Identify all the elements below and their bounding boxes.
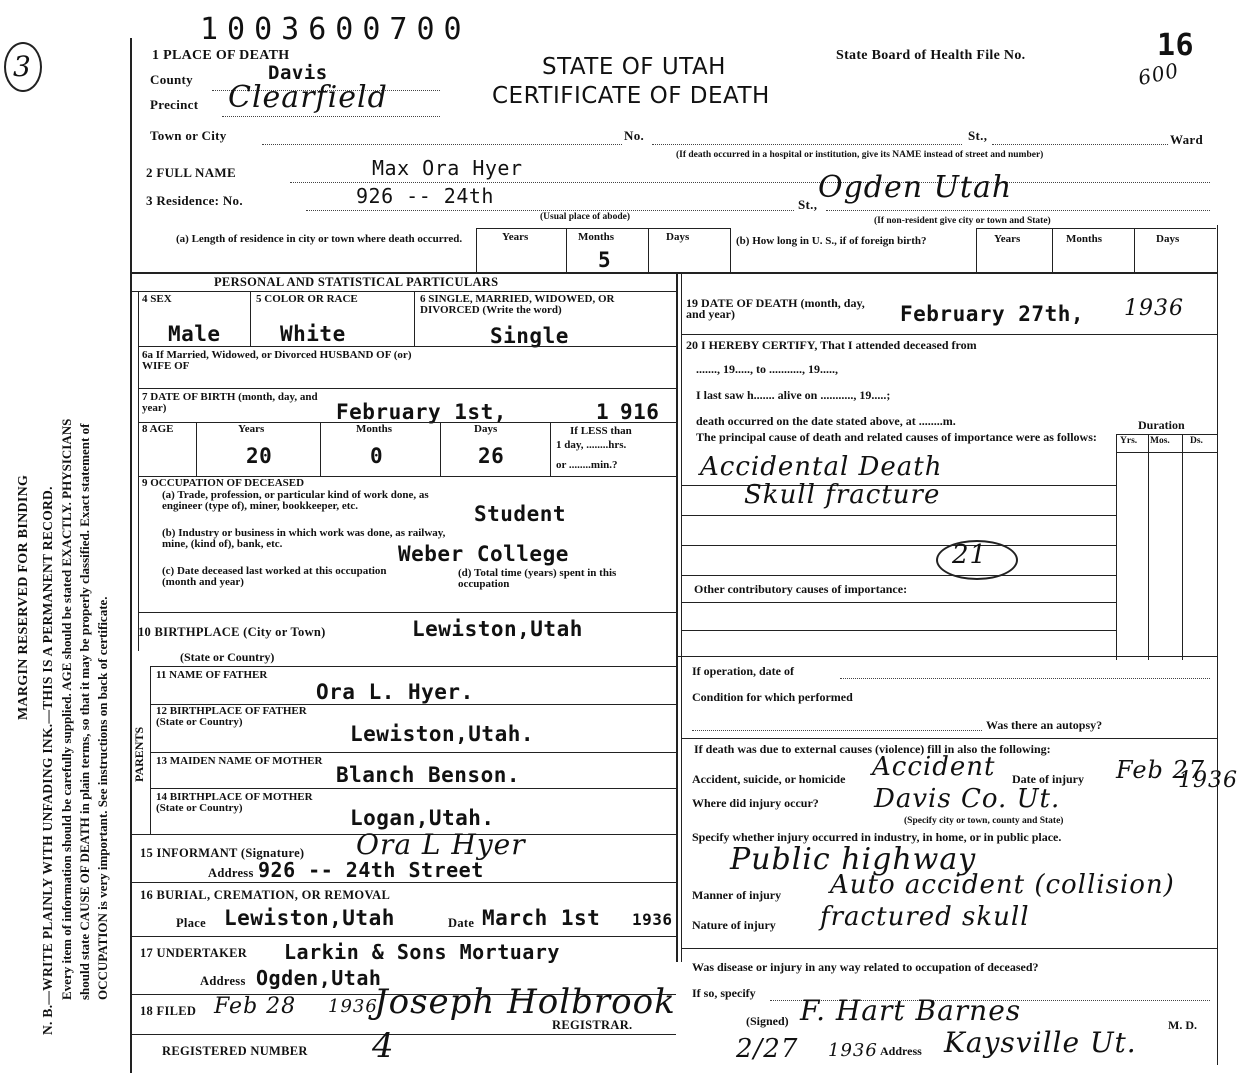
signed-address-value: Kaysville Ut.: [944, 1026, 1137, 1059]
center-divider: [676, 272, 678, 962]
color-label: 5 COLOR OR RACE: [256, 293, 358, 305]
duration-label: Duration: [1138, 418, 1185, 432]
res-years-label: Years: [502, 231, 529, 243]
margin-note-occupation: OCCUPATION is very important. See instructions on back of certificate.: [95, 596, 110, 1000]
accident-value: Accident: [872, 752, 996, 782]
birth-date-value: February 1st,: [336, 400, 507, 424]
res-days-label: Days: [666, 231, 690, 243]
mother-birthplace-value: Logan,Utah.: [350, 806, 495, 830]
death-date-label-text: 19 DATE OF DEATH (month, day, and year): [686, 296, 865, 321]
mother-birthplace-label-text: 14 BIRTHPLACE OF MOTHER (State or Country): [156, 791, 313, 814]
filed-year: 1936: [328, 996, 378, 1017]
us-length-label: [736, 236, 974, 247]
informant-address-label: Address: [208, 866, 254, 880]
operation-label: If operation, date of: [692, 664, 794, 678]
father-name-label-text: 11 NAME OF FATHER: [156, 669, 268, 681]
circled-number-text: 3: [13, 50, 32, 83]
specify-label: Specify whether injury occurred in industry, in home, or in public place.: [692, 830, 1062, 844]
mother-birthplace-label: [156, 792, 336, 814]
us-months-label: Months: [1066, 233, 1103, 245]
age-years: 20: [246, 444, 273, 468]
file-note: 600: [1135, 57, 1182, 91]
residence-label: 3 Residence: No.: [146, 193, 243, 208]
father-name-value: Ora L. Hyer.: [316, 680, 474, 704]
informant-signature: Ora L Hyer: [356, 828, 526, 861]
margin-note-ink: N. B.—WRITE PLAINLY WITH UNFADING INK.—THIS IS A PERMANENT RECORD.: [40, 486, 55, 1035]
trade-label: [162, 490, 444, 512]
cause-code: 21: [952, 540, 988, 570]
residence-value: 926 -- 24th: [356, 184, 494, 208]
mother-name-label-text: 13 MAIDEN NAME OF MOTHER: [156, 755, 323, 767]
color-value: White: [280, 322, 346, 346]
burial-label: 16 BURIAL, CREMATION, OR REMOVAL: [140, 888, 391, 902]
town-no-label: No.: [624, 128, 645, 143]
precinct-label: Precinct: [150, 97, 199, 112]
length-of-residence-label: [176, 234, 472, 245]
sex-label: 4 SEX: [142, 293, 172, 305]
signed-year: 1936: [828, 1040, 878, 1061]
specify-value: Public highway: [730, 842, 977, 877]
signed-address-label: Address: [880, 1044, 922, 1058]
cause-label-text: The principal cause of death and related causes of importance were as follows:: [696, 430, 1097, 444]
length-of-residence-text: (a) Length of residence in city or town where death occurred.: [176, 233, 463, 245]
certify-line-a: ......., 19....., to ..........., 19.....,: [696, 362, 838, 376]
less-than-a: If LESS than: [570, 425, 632, 437]
nature-label: Nature of injury: [692, 918, 776, 932]
where-note: (Specify city or town, county and State): [904, 816, 1064, 826]
certify-line-c: death occurred on the date stated above, at ........m.: [696, 414, 956, 428]
certify-line-b: I last saw h....... alive on ..........., 19.....;: [696, 388, 891, 402]
external-label: If death was due to external causes (violence) fill in also the following:: [694, 742, 1051, 756]
hospital-note: (If death occurred in a hospital or institution, give its NAME instead of street and number): [676, 150, 1044, 160]
cause-label: [696, 432, 1110, 443]
where-label: Where did injury occur?: [692, 796, 819, 810]
manner-label: Manner of injury: [692, 888, 782, 902]
undertaker-value: Larkin & Sons Mortuary: [284, 940, 560, 964]
residence-city: Ogden Utah: [818, 170, 1013, 205]
us-years-label: Years: [994, 233, 1021, 245]
father-birthplace-label: [156, 706, 336, 728]
occupation-label: 9 OCCUPATION OF DECEASED: [142, 477, 305, 489]
certify-label: 20 I HEREBY CERTIFY, That I attended deceased from: [686, 338, 977, 352]
birthplace-state-label: (State or Country): [180, 650, 275, 664]
burial-date-label: Date: [448, 916, 475, 930]
registered-number-label: REGISTERED NUMBER: [162, 1044, 308, 1058]
burial-year-value: 1936: [632, 910, 673, 929]
age-months-label: Months: [356, 423, 393, 435]
mother-name-label: [156, 756, 324, 767]
informant-address-value: 926 -- 24th Street: [258, 858, 484, 882]
registrar-label: REGISTRAR.: [552, 1018, 633, 1032]
cause-1: Accidental Death: [700, 452, 943, 482]
us-length-text: (b) How long in U. S., if of foreign birth?: [736, 235, 927, 247]
marital-value: Single: [490, 324, 569, 348]
res-months-value: 5: [598, 248, 612, 272]
mother-name-value: Blanch Benson.: [336, 763, 521, 787]
birthplace-label: 10 BIRTHPLACE (City or Town): [138, 625, 326, 639]
full-name-label: 2 FULL NAME: [146, 165, 236, 180]
personal-header: PERSONAL AND STATISTICAL PARTICULARS: [214, 275, 499, 289]
industry-value: Weber College: [398, 542, 569, 566]
father-birthplace-label-text: 12 BIRTHPLACE OF FATHER (State or Country): [156, 705, 307, 728]
signed-date: 2/27: [736, 1034, 799, 1064]
nature-value: fractured skull: [820, 902, 1030, 932]
usual-abode-note: (Usual place of abode): [540, 212, 630, 222]
age-days-label: Days: [474, 423, 498, 435]
other-causes-label: Other contributory causes of importance:: [694, 582, 908, 596]
margin-note-info: Every item of information should be carefully supplied. AGE should be stated EXACTLY. PHYSICIANS: [59, 418, 74, 1000]
injury-date-label: Date of injury: [1012, 772, 1084, 786]
town-label: Town or City: [150, 128, 227, 143]
cause-2: Skull fracture: [744, 480, 941, 510]
parents-label: PARENTS: [132, 726, 146, 782]
margin-note-binding: MARGIN RESERVED FOR BINDING: [16, 474, 31, 720]
death-date-label: [686, 298, 886, 320]
autopsy-label: Was there an autopsy?: [986, 718, 1103, 732]
age-label: 8 AGE: [142, 423, 174, 435]
physician-signature: F. Hart Barnes: [800, 994, 1022, 1027]
sex-value: Male: [168, 322, 221, 346]
dur-ds-label: Ds.: [1190, 436, 1203, 446]
last-worked-text: (c) Date deceased last worked at this occupation (month and year): [162, 565, 387, 588]
manner-value: Auto accident (collision): [830, 870, 1175, 900]
death-year-value: 1936: [1124, 296, 1184, 321]
trade-label-text: (a) Trade, profession, or particular kind of work done, as engineer (type of), miner, bookkeeper, etc.: [162, 489, 429, 512]
marital-label: [420, 294, 674, 316]
age-years-label: Years: [238, 423, 265, 435]
signed-label: (Signed): [746, 1014, 789, 1028]
father-name-label: [156, 670, 296, 681]
dur-mos-label: Mos.: [1150, 436, 1170, 446]
injury-year-value: 1936: [1178, 768, 1238, 793]
injury-date-value: Feb 27: [1116, 756, 1206, 784]
county-value: Davis: [268, 62, 328, 84]
nonres-note: (If non-resident give city or town and State): [874, 216, 1051, 226]
birth-date-label: [142, 392, 332, 414]
place-of-death-label: 1 PLACE OF DEATH: [152, 48, 290, 63]
marital-label-text: 6 SINGLE, MARRIED, WIDOWED, OR DIVORCED (Write the word): [420, 293, 615, 316]
margin-note-cause: should state CAUSE OF DEATH in plain terms, so that it may be properly classified. Exact statement of: [77, 423, 92, 1000]
industry-label-text: (b) Industry or business in which work was done, as railway, mine, (kind of), bank, etc.: [162, 527, 446, 550]
registered-number-value: 4: [372, 1026, 395, 1066]
total-time-text: (d) Total time (years) spent in this occupation: [458, 567, 617, 590]
undertaker-address-label: Address: [200, 974, 246, 988]
less-than-c: or ........min.?: [556, 459, 618, 471]
form-left-border: [130, 38, 132, 1073]
total-time-label: [458, 568, 628, 590]
disease-label: Was disease or injury in any way related to occupation of deceased?: [692, 960, 1039, 974]
burial-place-label: Place: [176, 916, 206, 930]
father-birthplace-value: Lewiston,Utah.: [350, 722, 535, 746]
md-label: M. D.: [1168, 1018, 1197, 1032]
file-number-label: State Board of Health File No.: [836, 48, 1026, 63]
ward-label: Ward: [1170, 132, 1203, 147]
county-label: County: [150, 72, 193, 87]
spouse-label-text: 6a If Married, Widowed, or Divorced HUSBAND OF (or) WIFE OF: [142, 349, 412, 372]
certificate-title: CERTIFICATE OF DEATH: [492, 83, 770, 109]
state-title: STATE OF UTAH: [542, 54, 726, 80]
us-days-label: Days: [1156, 233, 1180, 245]
full-name-value: Max Ora Hyer: [372, 156, 523, 180]
filed-label: 18 FILED: [140, 1004, 197, 1018]
condition-label: Condition for which performed: [692, 690, 853, 704]
death-date-value: February 27th,: [900, 302, 1085, 326]
precinct-value: Clearfield: [228, 80, 388, 115]
less-than-b: 1 day, ........hrs.: [556, 439, 627, 451]
burial-date-value: March 1st: [482, 906, 601, 930]
file-number: 16: [1157, 28, 1195, 63]
registrar-signature: Joseph Holbrook: [374, 982, 676, 1022]
age-months: 0: [370, 444, 384, 468]
accident-label: Accident, suicide, or homicide: [692, 772, 846, 786]
form-right-border: [1217, 225, 1218, 1065]
undertaker-address-value: Ogden,Utah: [256, 966, 382, 990]
birth-date-label-text: 7 DATE OF BIRTH (month, day, and year): [142, 391, 318, 414]
birth-year-value: 916: [620, 400, 660, 424]
age-days: 26: [478, 444, 505, 468]
filed-date: Feb 28: [214, 994, 297, 1019]
trade-value: Student: [474, 502, 567, 526]
residence-st-label: St.,: [798, 197, 818, 212]
town-st-label: St.,: [968, 128, 988, 143]
ifso-label: If so, specify: [692, 986, 756, 1000]
where-value: Davis Co. Ut.: [874, 784, 1061, 814]
undertaker-label: 17 UNDERTAKER: [140, 946, 248, 960]
last-worked-label: [162, 566, 396, 588]
dur-yrs-label: Yrs.: [1120, 436, 1138, 446]
serial-number: 1003600700: [200, 12, 471, 47]
spouse-label: [142, 350, 412, 372]
res-months-label: Months: [578, 231, 615, 243]
birth-year-prefix: 1: [596, 400, 610, 424]
informant-label: 15 INFORMANT (Signature): [140, 846, 305, 860]
birthplace-value: Lewiston,Utah: [412, 617, 583, 641]
burial-place-value: Lewiston,Utah: [224, 906, 395, 930]
